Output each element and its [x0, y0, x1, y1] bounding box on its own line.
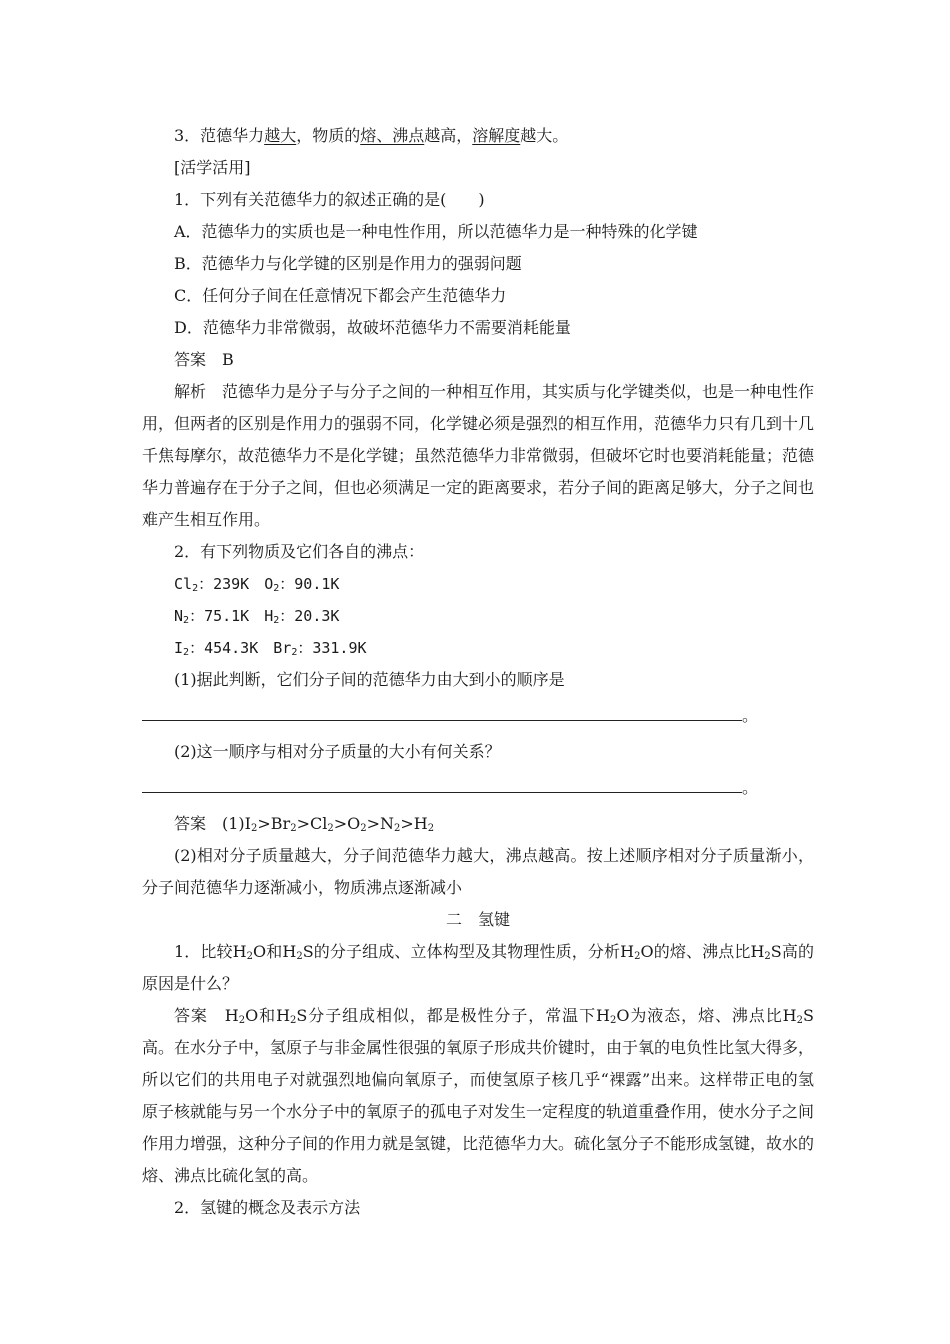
- value: ：239K O: [198, 575, 274, 593]
- q2-stem: 2．有下列物质及它们各自的沸点：: [174, 542, 425, 561]
- subscript: 2: [290, 823, 297, 834]
- section2-q1: [142, 936, 814, 1000]
- text: O和H: [245, 1006, 291, 1025]
- subscript: 2: [183, 647, 190, 658]
- answer-prefix: 答案 (1)I: [174, 814, 251, 833]
- q2-answer-blank-2: [142, 768, 814, 808]
- subscript: 2: [273, 615, 280, 626]
- subscript: 2: [634, 951, 641, 962]
- text: S分子组成相似，都是极性分子，常温下H: [296, 1006, 610, 1025]
- item3-prefix: 3．范德华力: [174, 126, 265, 145]
- subscript: 2: [246, 951, 254, 962]
- item3-mid-1: ，物质的: [296, 126, 361, 145]
- item3-underline-2: 熔、沸点: [360, 126, 425, 145]
- value: ：454.3K Br: [189, 639, 292, 657]
- subscript: 2: [290, 1015, 297, 1026]
- formula: Cl: [174, 575, 193, 593]
- formula: >Br: [257, 814, 291, 833]
- q2-sub2: (2)这一顺序与相对分子质量的大小有何关系？: [174, 742, 501, 761]
- blank-end-mark: 。: [742, 706, 759, 725]
- subscript: 2: [273, 583, 280, 594]
- item3-suffix: 越大。: [520, 126, 569, 145]
- q2-boiling-row-3: [142, 632, 814, 664]
- formula: >H: [400, 814, 428, 833]
- subscript: 2: [360, 823, 367, 834]
- text: S高。在水分子中，氢原子与非金属性很强的氧原子形成共价键时，由于氧的电负性比氢大得多，所以它们的共用电子对就强烈地偏向氧原子，而使氢原子核几乎“裸露”出来。这样带正电的氢原子核就能与另一个水分子中的氧原子的孤电子对发生一定程度的轨道重叠作用，使水分子之间作用力增强，这种分子间的作用力就是氢键，比范德华力大。硫化氢分子不能形成氢键，故水的熔、沸点比硫化氢的高。: [142, 1006, 815, 1185]
- subscript: 2: [251, 823, 258, 834]
- value: ：90.1K: [279, 575, 340, 593]
- formula: >Cl: [296, 814, 328, 833]
- value: ：20.3K: [279, 607, 340, 625]
- subscript: 2: [427, 823, 435, 834]
- subscript: 2: [764, 951, 771, 962]
- q1-option-b: B．范德华力与化学键的区别是作用力的强弱问题: [174, 254, 522, 273]
- q2-answer-2: (2)相对分子质量越大，分子间范德华力越大，沸点越高。按上述顺序相对分子质量渐小，分子间范德华力逐渐减小，物质沸点逐渐减小: [142, 846, 814, 897]
- subscript: 2: [192, 583, 199, 594]
- text: S的分子组成、立体构型及其物理性质，分析H: [302, 942, 635, 961]
- formula: I: [174, 639, 184, 657]
- text: S高的原因是什么？: [142, 942, 815, 993]
- practice-header: [活学活用]: [174, 158, 251, 177]
- subscript: 2: [394, 823, 401, 834]
- fill-in-blank[interactable]: [142, 700, 742, 721]
- q2-boiling-row-2: [142, 600, 814, 632]
- text: 1．比较H: [174, 942, 247, 961]
- q2-sub1: (1)据此判断，它们分子间的范德华力由大到小的顺序是: [174, 670, 565, 689]
- text: O和H: [253, 942, 297, 961]
- fill-in-blank[interactable]: [142, 772, 742, 793]
- q1-stem: 1．下列有关范德华力的叙述正确的是( ): [174, 190, 485, 209]
- subscript: 2: [296, 951, 303, 962]
- document-page: [142, 120, 814, 1224]
- section1-item3: [142, 120, 814, 152]
- item3-underline-3: 溶解度: [472, 126, 521, 145]
- value: ：75.1K H: [189, 607, 274, 625]
- q1-option-c: C．任何分子间在任意情况下都会产生范德华力: [174, 286, 507, 305]
- q2-boiling-row-1: [142, 568, 814, 600]
- subscript: 2: [183, 615, 190, 626]
- text: O的熔、沸点比H: [640, 942, 765, 961]
- formula: >O: [333, 814, 361, 833]
- subscript: 2: [238, 1015, 246, 1026]
- text: 答案 H: [174, 1006, 239, 1025]
- blank-end-mark: 。: [742, 778, 759, 797]
- section2-q1-answer: [142, 1000, 814, 1192]
- subscript: 2: [291, 647, 298, 658]
- q1-analysis: 解析 范德华力是分子与分子之间的一种相互作用，其实质与化学键类似，也是一种电性作用，但两者的区别是作用力的强弱不同，化学键必须是强烈的相互作用，范德华力只有几到十几千焦每摩尔，故范德华力不是化学键；虽然范德华力非常微弱，但破坏它时也要消耗能量；范德华力普遍存在于分子之间，但也必须满足一定的距离要求，若分子间的距离足够大，分子之间也难产生相互作用。: [142, 382, 815, 529]
- q2-answer-blank-1: [142, 696, 814, 736]
- q1-option-d: D．范德华力非常微弱，故破坏范德华力不需要消耗能量: [174, 318, 571, 337]
- value: ：331.9K: [297, 639, 367, 657]
- item3-mid-2: 越高，: [424, 126, 473, 145]
- subscript: 2: [609, 1015, 617, 1026]
- subscript: 2: [327, 823, 334, 834]
- formula: N: [174, 607, 184, 625]
- formula: >N: [366, 814, 395, 833]
- q1-option-a: A．范德华力的实质也是一种电性作用，所以范德华力是一种特殊的化学键: [174, 222, 698, 241]
- item3-underline-1: 越大: [264, 126, 297, 145]
- q2-answer-1: [142, 808, 814, 840]
- subscript: 2: [796, 1015, 804, 1026]
- q1-answer: 答案 B: [174, 350, 234, 369]
- section2-q2: 2．氢键的概念及表示方法: [174, 1198, 361, 1217]
- section2-title: 二 氢键: [445, 910, 510, 929]
- text: O为液态，熔、沸点比H: [616, 1006, 797, 1025]
